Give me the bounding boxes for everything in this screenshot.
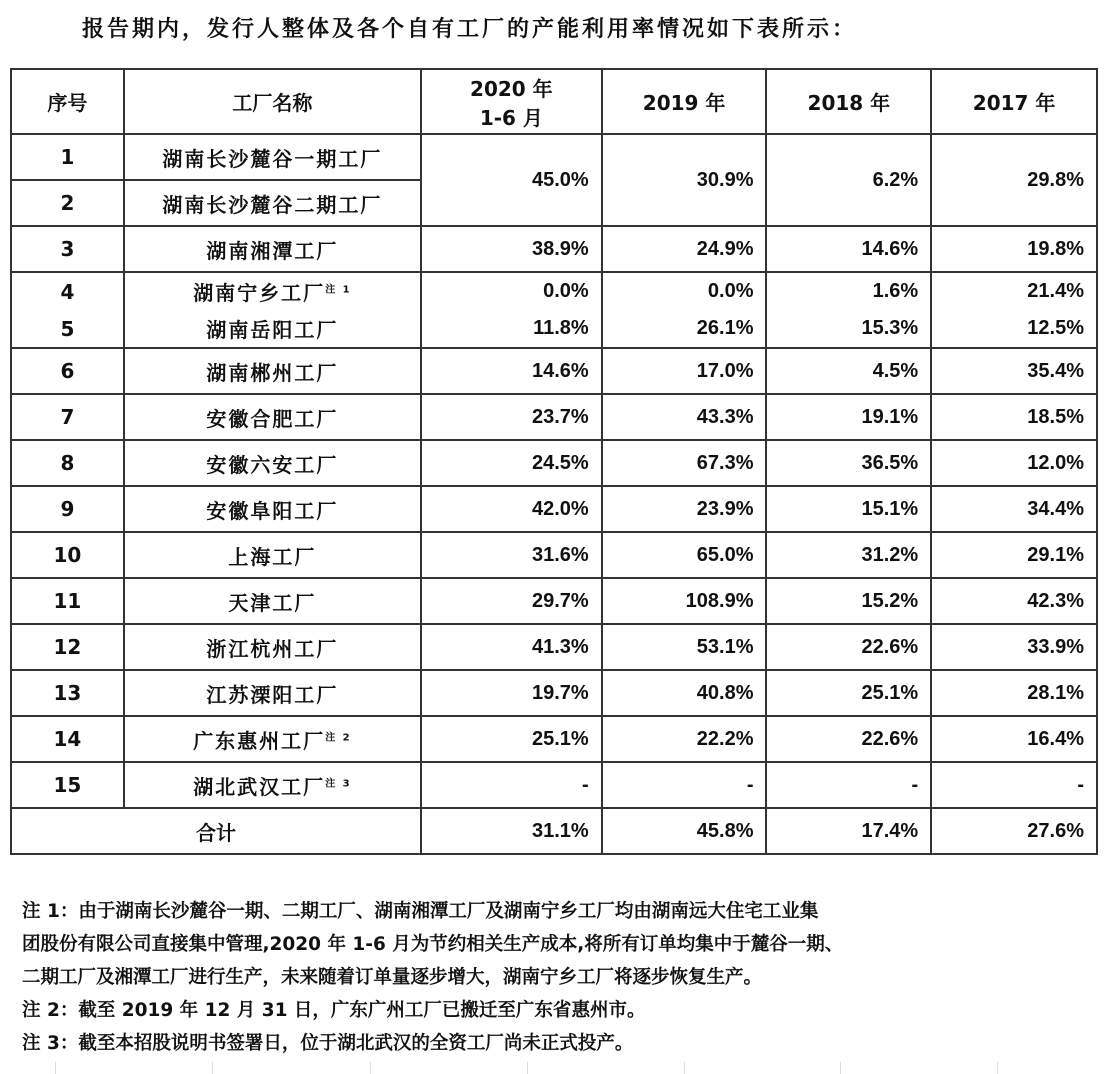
value-2017: 35.4% — [931, 348, 1097, 394]
value-2019: 67.3% — [602, 440, 767, 486]
header-2020-line1: 2020 年 — [470, 76, 553, 101]
row-seq: 2 — [11, 180, 124, 226]
table-row — [11, 670, 1097, 716]
value-2017: 18.5% — [931, 394, 1097, 440]
value-2020h1: 29.7% — [421, 578, 602, 624]
factory-name-text: 湖北武汉工厂 — [193, 774, 326, 799]
value-2018: 22.6% — [766, 624, 931, 670]
factory-name-text: 江苏溧阳工厂 — [206, 682, 339, 707]
row-seq: 9 — [11, 486, 124, 532]
header-seq: 序号 — [11, 69, 124, 134]
factory-name — [124, 440, 421, 486]
factory-name — [124, 578, 421, 624]
value-2019: 0.0% — [602, 272, 767, 310]
value-2018: 6.2% — [766, 134, 931, 226]
row-seq: 5 — [11, 310, 124, 348]
factory-name-text: 安徽合肥工厂 — [206, 406, 339, 431]
header-2017: 2017 年 — [931, 69, 1097, 134]
value-2018: 14.6% — [766, 226, 931, 272]
value-2018: 15.2% — [766, 578, 931, 624]
value-2020h1: 42.0% — [421, 486, 602, 532]
value-2018: 31.2% — [766, 532, 931, 578]
value-2020h1: - — [421, 762, 602, 808]
value-2020h1: 25.1% — [421, 716, 602, 762]
factory-name-text: 安徽阜阳工厂 — [206, 498, 339, 523]
value-2019: 40.8% — [602, 670, 767, 716]
table-row — [11, 272, 1097, 310]
value-2020h1: 19.7% — [421, 670, 602, 716]
value-2018: 22.6% — [766, 716, 931, 762]
row-seq: 13 — [11, 670, 124, 716]
factory-name — [124, 348, 421, 394]
value-2019: 26.1% — [602, 310, 767, 348]
total-label: 合计 — [11, 808, 421, 854]
header-2018: 2018 年 — [766, 69, 931, 134]
table-body — [11, 134, 1097, 854]
footnote-line: 注 1：由于湖南长沙麓谷一期、二期工厂、湖南湘潭工厂及湖南宁乡工厂均由湖南远大住宅工业集 — [22, 901, 819, 922]
row-seq: 7 — [11, 394, 124, 440]
value-2019: 53.1% — [602, 624, 767, 670]
footnote-marker: 注 2 — [325, 731, 352, 743]
row-seq: 14 — [11, 716, 124, 762]
value-2018: - — [766, 762, 931, 808]
row-seq: 4 — [11, 272, 124, 310]
table-row — [11, 134, 1097, 180]
factory-name — [124, 226, 421, 272]
footnote-marker: 注 1 — [325, 284, 352, 296]
value-2017: 29.8% — [931, 134, 1097, 226]
factory-name — [124, 532, 421, 578]
table-row — [11, 310, 1097, 348]
factory-name-text: 安徽六安工厂 — [206, 452, 339, 477]
value-2017: 16.4% — [931, 716, 1097, 762]
value-2019: 65.0% — [602, 532, 767, 578]
total-2020h1: 31.1% — [421, 808, 602, 854]
value-2018: 19.1% — [766, 394, 931, 440]
total-2017: 27.6% — [931, 808, 1097, 854]
table-row — [11, 532, 1097, 578]
factory-name — [124, 624, 421, 670]
value-2019: 24.9% — [602, 226, 767, 272]
intro-text: 报告期内，发行人整体及各个自有工厂的产能利用率情况如下表所示： — [82, 17, 858, 42]
page-tick-mark — [684, 1062, 685, 1074]
value-2020h1: 24.5% — [421, 440, 602, 486]
value-2019: 23.9% — [602, 486, 767, 532]
value-2017: 21.4% — [931, 272, 1097, 310]
value-2017: 12.0% — [931, 440, 1097, 486]
factory-name: 湖南长沙麓谷二期工厂 — [124, 180, 421, 226]
row-seq: 12 — [11, 624, 124, 670]
footnote-line: 注 3：截至本招股说明书签署日，位于湖北武汉的全资工厂尚未正式投产。 — [22, 1033, 634, 1054]
row-seq: 1 — [11, 134, 124, 180]
value-2017: 28.1% — [931, 670, 1097, 716]
value-2020h1: 11.8% — [421, 310, 602, 348]
header-factory-name: 工厂名称 — [124, 69, 421, 134]
factory-name: 湖南长沙麓谷一期工厂 — [124, 134, 421, 180]
factory-name-text: 湖南郴州工厂 — [206, 360, 339, 385]
factory-name — [124, 272, 421, 310]
value-2020h1: 23.7% — [421, 394, 602, 440]
table-row — [11, 624, 1097, 670]
value-2018: 15.3% — [766, 310, 931, 348]
value-2020h1: 38.9% — [421, 226, 602, 272]
table-row — [11, 348, 1097, 394]
row-seq: 8 — [11, 440, 124, 486]
row-seq: 6 — [11, 348, 124, 394]
table-header-row — [11, 69, 1097, 134]
table-row — [11, 226, 1097, 272]
row-seq: 15 — [11, 762, 124, 808]
table-row — [11, 486, 1097, 532]
factory-name-text: 湖南湘潭工厂 — [206, 238, 339, 263]
row-seq: 10 — [11, 532, 124, 578]
value-2018: 1.6% — [766, 272, 931, 310]
value-2017: - — [931, 762, 1097, 808]
header-2020-line2: 1-6 月 — [479, 105, 543, 130]
factory-name — [124, 670, 421, 716]
total-2018: 17.4% — [766, 808, 931, 854]
value-2019: 17.0% — [602, 348, 767, 394]
footnotes — [22, 895, 1102, 1060]
factory-name — [124, 310, 421, 348]
value-2018: 36.5% — [766, 440, 931, 486]
footnote-line: 注 2：截至 2019 年 12 月 31 日，广东广州工厂已搬迁至广东省惠州市。 — [22, 1000, 646, 1021]
table-row — [11, 716, 1097, 762]
value-2020h1: 31.6% — [421, 532, 602, 578]
value-2019: 43.3% — [602, 394, 767, 440]
header-2020h1 — [421, 69, 602, 134]
factory-name-text: 湖南宁乡工厂 — [193, 281, 326, 305]
value-2020h1: 14.6% — [421, 348, 602, 394]
factory-name-text: 广东惠州工厂 — [193, 728, 326, 753]
total-2019: 45.8% — [602, 808, 767, 854]
value-2017: 34.4% — [931, 486, 1097, 532]
page-tick-mark — [527, 1062, 528, 1074]
table-row — [11, 440, 1097, 486]
total-row — [11, 808, 1097, 854]
factory-name — [124, 716, 421, 762]
page-tick-mark — [55, 1062, 56, 1074]
value-2018: 4.5% — [766, 348, 931, 394]
factory-name-text: 天津工厂 — [228, 590, 317, 615]
factory-name — [124, 394, 421, 440]
row-seq: 3 — [11, 226, 124, 272]
factory-name-text: 湖南岳阳工厂 — [206, 318, 339, 342]
value-2018: 15.1% — [766, 486, 931, 532]
table-row — [11, 762, 1097, 808]
value-2020h1: 45.0% — [421, 134, 602, 226]
footnote-line: 团股份有限公司直接集中管理,2020 年 1-6 月为节约相关生产成本,将所有订单均集中于麓谷一期、 — [22, 934, 844, 955]
value-2019: 108.9% — [602, 578, 767, 624]
value-2019: 30.9% — [602, 134, 767, 226]
value-2018: 25.1% — [766, 670, 931, 716]
row-seq: 11 — [11, 578, 124, 624]
value-2020h1: 0.0% — [421, 272, 602, 310]
value-2019: - — [602, 762, 767, 808]
value-2017: 12.5% — [931, 310, 1097, 348]
factory-name — [124, 762, 421, 808]
page-tick-mark — [370, 1062, 371, 1074]
footnote-marker: 注 3 — [325, 777, 352, 789]
value-2020h1: 41.3% — [421, 624, 602, 670]
page-tick-mark — [212, 1062, 213, 1074]
footnote-line: 二期工厂及湘潭工厂进行生产，未来随着订单量逐步增大，湖南宁乡工厂将逐步恢复生产。 — [22, 967, 763, 988]
factory-name-text: 上海工厂 — [228, 544, 317, 569]
table-row — [11, 394, 1097, 440]
value-2019: 22.2% — [602, 716, 767, 762]
value-2017: 19.8% — [931, 226, 1097, 272]
header-2019: 2019 年 — [602, 69, 767, 134]
table-row — [11, 578, 1097, 624]
factory-name — [124, 486, 421, 532]
factory-name-text: 浙江杭州工厂 — [206, 636, 339, 661]
value-2017: 29.1% — [931, 532, 1097, 578]
value-2017: 33.9% — [931, 624, 1097, 670]
capacity-utilization-table — [10, 68, 1098, 855]
value-2017: 42.3% — [931, 578, 1097, 624]
page-tick-mark — [840, 1062, 841, 1074]
page-tick-mark — [997, 1062, 998, 1074]
